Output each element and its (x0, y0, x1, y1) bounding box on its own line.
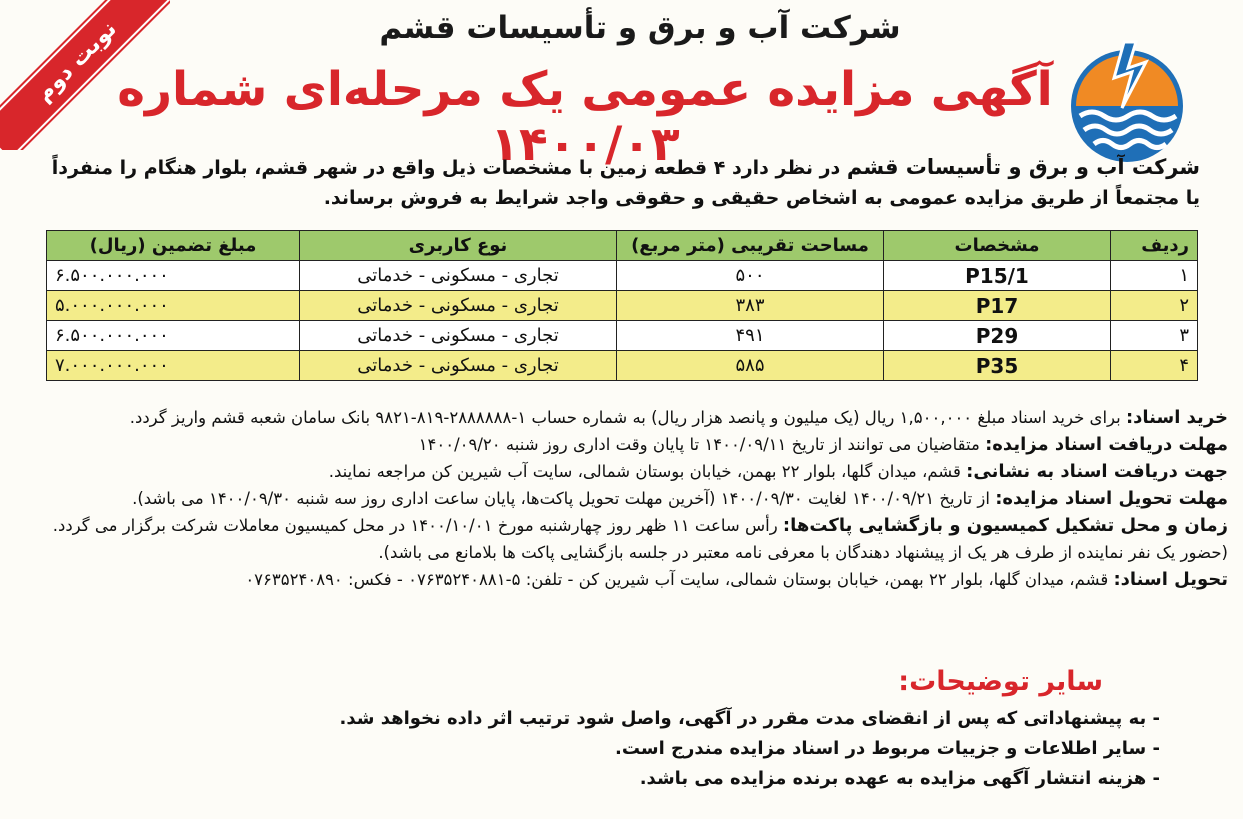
row-idx: ۳ (1111, 321, 1198, 351)
table-row (47, 291, 1198, 321)
row-area: ۳۸۳ (617, 291, 884, 321)
row-amount: ۶.۵۰۰.۰۰۰.۰۰۰ (47, 321, 300, 351)
submission-deadline: مهلت تحویل اسناد مزایده: از تاریخ ۱۴۰۰/۰۹/۲۱ لغایت ۱۴۰۰/۰۹/۳۰ (آخرین مهلت تحویل پاکت‌ها، پایان ساعت اداری روز سه شنبه ۱۴۰۰/۰۹/۳۰ می باشد). (132, 488, 1228, 509)
row-use: تجاری - مسکونی - خدماتی (300, 321, 617, 351)
intro-text: در نظر دارد ۴ قطعه زمین با مشخصات ذیل واقع در شهر قشم، بلوار هنگام را منفرداً یا مجتمعاً از طریق مزایده عمومی به اشخاص حقیقی و حقوقی واجد شرایط به فروش برساند. (51, 157, 1200, 209)
purchase-docs: خرید اسناد: برای خرید اسناد مبلغ ۱,۵۰۰,۰۰۰ ریال (یک میلیون و پانصد هزار ریال) به شماره حساب ۱-۲۸۸۸۸۸۸-۸۱۹-۹۸۲۱ بانک سامان شعبه قشم واریز گردد. (129, 407, 1228, 428)
row-code: P17 (884, 291, 1111, 321)
row-idx: ۲ (1111, 291, 1198, 321)
row-amount: ۷.۰۰۰.۰۰۰.۰۰۰ (47, 351, 300, 381)
header-idx: ردیف (1111, 231, 1198, 261)
list-item: - سایر اطلاعات و جزییات مربوط در اسناد مزایده مندرج است. (615, 738, 1160, 759)
row-use: تجاری - مسکونی - خدماتی (300, 351, 617, 381)
list-item: - به پیشنهاداتی که پس از انقضای مدت مقرر در آگهی، واصل شود ترتیب اثر داده نخواهد شد. (339, 708, 1160, 729)
attendance-note: (حضور یک نفر نماینده از طرف هر یک از پیشنهاد دهندگان با معرفی نامه معتبر در جلسه بازگشایی پاکت ها بلامانع می باشد). (378, 543, 1228, 562)
lots-table (46, 230, 1198, 381)
header-amount: مبلغ تضمین (ریال) (47, 231, 300, 261)
table-header-row (47, 231, 1198, 261)
company-name: شرکت آب و برق و تأسیسات قشم (379, 10, 901, 46)
ribbon-label: نوبت دوم (0, 0, 170, 150)
table-row (47, 351, 1198, 381)
intro-paragraph (40, 152, 1200, 213)
row-area: ۵۸۵ (617, 351, 884, 381)
details-section (14, 404, 1228, 593)
table-row (47, 321, 1198, 351)
table-row (47, 261, 1198, 291)
row-idx: ۴ (1111, 351, 1198, 381)
header-code: مشخصات (884, 231, 1111, 261)
row-use: تجاری - مسکونی - خدماتی (300, 291, 617, 321)
list-item: - هزینه انتشار آگهی مزایده به عهده برنده مزایده می باشد. (639, 768, 1160, 789)
delivery-address: تحویل اسناد: قشم، میدان گلها، بلوار ۲۲ بهمن، خیابان بوستان شمالی، سایت آب شیرین کن - تلفن: ۵-۰۷۶۳۵۲۴۰۸۸۱ - فکس: ۰۷۶۳۵۲۴۰۸۹۰ (245, 569, 1228, 590)
row-use: تجاری - مسکونی - خدماتی (300, 261, 617, 291)
commission-time: زمان و محل تشکیل کمیسیون و بازگشایی پاکت‌ها: رأس ساعت ۱۱ ظهر روز چهارشنبه مورخ ۱۴۰۰/۱۰/۰۱ در محل کمیسیون معاملات شرکت برگزار می گردد. (52, 515, 1228, 536)
other-notes-title: سایر توضیحات: (898, 666, 1103, 697)
row-amount: ۵.۰۰۰.۰۰۰.۰۰۰ (47, 291, 300, 321)
row-code: P35 (884, 351, 1111, 381)
water-power-logo-icon (1062, 38, 1192, 168)
header-area: مساحت تقریبی (متر مربع) (617, 231, 884, 261)
docs-address: جهت دریافت اسناد به نشانی: قشم، میدان گلها، بلوار ۲۲ بهمن، خیابان بوستان شمالی، سایت آب شیرین کن مراجعه نمایند. (328, 461, 1228, 482)
row-code: P15/1 (884, 261, 1111, 291)
notice-headline: آگهی مزایده عمومی یک مرحله‌ای شماره ۱۴۰۰/۰۳ (117, 62, 1053, 172)
row-area: ۵۰۰ (617, 261, 884, 291)
other-notes-list (200, 704, 1160, 794)
intro-company: شرکت آب و برق و تأسیسات قشم (846, 155, 1200, 179)
row-area: ۴۹۱ (617, 321, 884, 351)
row-idx: ۱ (1111, 261, 1198, 291)
docs-deadline: مهلت دریافت اسناد مزایده: متقاضیان می توانند از تاریخ ۱۴۰۰/۰۹/۱۱ تا پایان وقت اداری روز شنبه ۱۴۰۰/۰۹/۲۰ (418, 434, 1228, 455)
row-code: P29 (884, 321, 1111, 351)
row-amount: ۶.۵۰۰.۰۰۰.۰۰۰ (47, 261, 300, 291)
header-use: نوع کاربری (300, 231, 617, 261)
